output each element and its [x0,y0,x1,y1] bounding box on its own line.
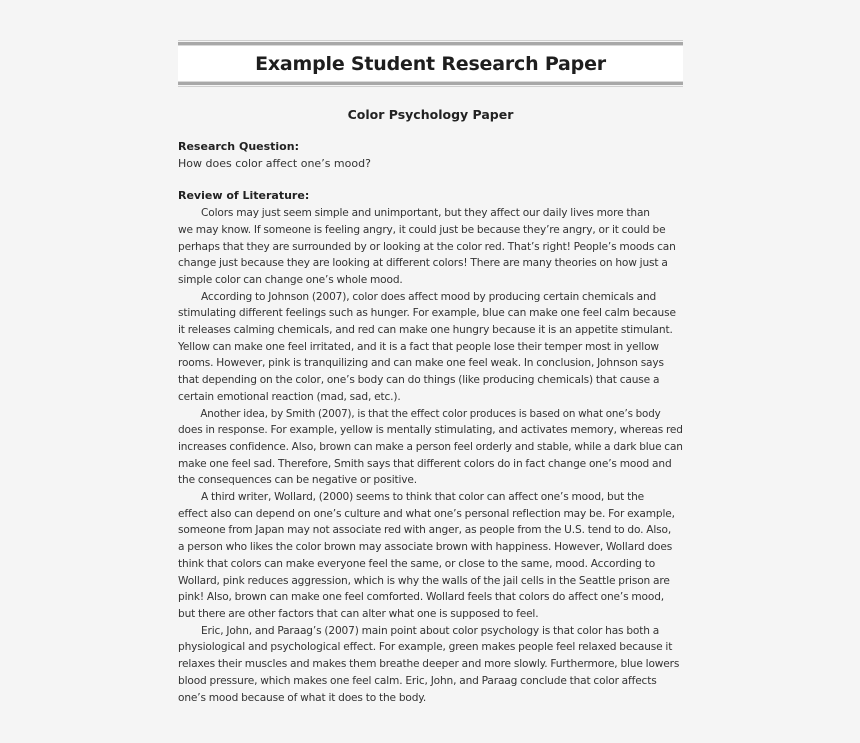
paragraph-line: Wollard, pink reduces aggression, which is why the walls of the jail cells in the Seattle prison are [178,574,670,587]
document-title: Example Student Research Paper [255,52,606,75]
literature-paragraph [178,406,683,490]
paragraph-line: make one feel sad. Therefore, Smith says that different colors do in fact change one’s mood and [178,457,672,470]
paragraph-line: we may know. If someone is feeling angry, it could just be because they’re angry, or it could be [178,223,666,236]
paragraph-line: simple color can change one’s whole mood. [178,273,403,286]
paragraph-line: but there are other factors that can alter what one is supposed to feel. [178,607,539,620]
document-page [178,42,683,706]
literature-paragraph [178,489,683,623]
literature-paragraph [178,623,683,707]
paragraph-line: change just because they are looking at different colors! There are many theories on how just a [178,257,668,270]
literature-paragraph [178,205,683,289]
paragraph-line: Yellow can make one feel irritated, and it is a fact that people lose their temper most in yellow [178,340,659,353]
paragraph-line: According to Johnson (2007), color does affect mood by producing certain chemicals and [201,290,657,303]
paragraph-line: certain emotional reaction (mad, sad, etc.). [178,390,401,403]
paragraph-line: Eric, John, and Paraag’s (2007) main point about color psychology is that color has both a [201,624,660,637]
title-banner [178,42,683,85]
paper-subtitle: Color Psychology Paper [347,107,514,122]
paragraph-line: Another idea, by Smith (2007), is that the effect color produces is based on what one’s body [200,407,661,420]
paragraph-line: increases confidence. Also, brown can make a person feel orderly and stable, while a dark blue can [178,440,683,453]
literature-paragraph [178,289,683,406]
paragraph-line: does in response. For example, yellow is mentally stimulating, and activates memory, whereas red [178,424,683,437]
paragraph-line: a person who likes the color brown may associate brown with happiness. However, Wollard does [178,541,673,554]
paragraph-line: Colors may just seem simple and unimportant, but they affect our daily lives more than [201,207,650,220]
paragraph-line: one’s mood because of what it does to the body. [178,691,427,704]
paragraph-line: stimulating different feelings such as hunger. For example, blue can make one feel calm because [178,307,676,320]
paragraph-line: A third writer, Wollard, (2000) seems to think that color can affect one’s mood, but the [201,491,645,504]
paragraph-line: think that colors can make everyone feel the same, or close to the same, mood. According to [178,557,656,570]
paragraph-line: it releases calming chemicals, and red can make one hungry because it is an appetite stimulant. [178,324,673,337]
paragraph-line: pink! Also, brown can make one feel comforted. Wollard feels that colors do affect one’s mood, [178,591,665,604]
paragraph-line: someone from Japan may not associate red with anger, as people from the U.S. tend to do. Also, [178,524,672,537]
research-question-text: How does color affect one’s mood? [178,156,371,170]
review-of-literature-heading: Review of Literature: [178,189,310,203]
paragraph-line: that depending on the color, one’s body can do things (like producing chemicals) that cause a [178,374,660,387]
literature-review-body [178,205,683,706]
paragraph-line: rooms. However, pink is tranquilizing and can make one feel weak. In conclusion, Johnson says [178,357,664,370]
research-question-heading: Research Question: [178,140,299,153]
paragraph-line: perhaps that they are surrounded by or looking at the color red. That’s right! People’s moods can [178,240,676,253]
paragraph-line: the consequences can be negative or positive. [178,474,417,487]
paragraph-line: blood pressure, which makes one feel calm. Eric, John, and Paraag conclude that color affects [178,674,657,687]
paragraph-line: effect also can depend on one’s culture and what one’s personal reflection may be. For example, [178,507,675,520]
paragraph-line: relaxes their muscles and makes them breathe deeper and more slowly. Furthermore, blue lowers [178,658,680,671]
paragraph-line: physiological and psychological effect. For example, green makes people feel relaxed because it [178,641,673,654]
